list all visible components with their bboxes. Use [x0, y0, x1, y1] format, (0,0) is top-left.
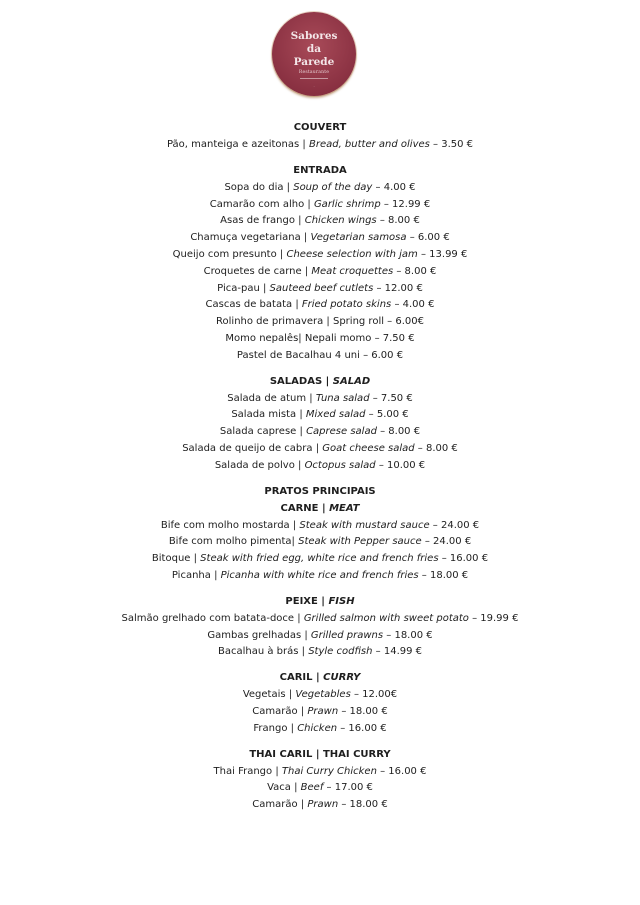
item-price: – 17.00 € — [323, 782, 373, 794]
menu-item — [0, 568, 640, 585]
item-separator: | — [301, 265, 312, 277]
item-name-en: Chicken — [297, 722, 338, 734]
item-name-en: Steak with Pepper sauce — [298, 536, 422, 548]
logo-tiny-text: . — [313, 84, 315, 88]
item-price: – 3.50 € — [429, 139, 474, 150]
item-separator: | — [304, 198, 314, 210]
menu-item — [0, 551, 640, 568]
menu-item — [0, 314, 640, 331]
item-price: – 4.00 € — [372, 181, 416, 193]
section-main-title: PRATOS PRINCIPAIS — [264, 485, 376, 497]
item-name-pt: Bitoque — [151, 553, 191, 565]
menu-item — [0, 407, 640, 424]
item-separator: | — [294, 612, 304, 624]
item-price: – 6.00 € — [406, 232, 450, 244]
item-price: – 13.99 € — [417, 248, 468, 260]
item-separator: | — [294, 459, 305, 471]
item-name-en: Fried potato skins — [301, 299, 392, 311]
section-title — [0, 501, 640, 516]
item-name-pt: Momo nepalês| Nepali momo – 7.50 € — [225, 332, 415, 344]
section-title-en: SALAD — [332, 375, 371, 387]
section-carne — [0, 484, 640, 585]
menu-item — [0, 721, 640, 738]
menu-item — [0, 458, 640, 475]
item-name-pt: Bife com molho mostarda — [160, 519, 290, 531]
item-name-pt: Frango — [253, 722, 288, 734]
item-separator: | — [306, 392, 316, 404]
section-title — [0, 163, 640, 178]
item-name-pt: Camarão — [252, 705, 298, 717]
item-separator: | — [299, 139, 309, 150]
item-separator: | — [287, 722, 298, 734]
item-separator: | — [301, 629, 311, 641]
item-separator: | — [292, 299, 302, 311]
item-price: – 8.00 € — [393, 265, 437, 277]
item-name-pt: Croquetes de carne — [203, 265, 302, 277]
section-title — [0, 747, 640, 762]
menu-item — [0, 687, 640, 704]
item-name-pt: Salada de queijo de cabra — [182, 442, 313, 454]
item-name-en: Meat croquettes — [311, 265, 394, 277]
item-name-pt: Sopa do dia — [224, 181, 284, 193]
item-separator: | — [285, 689, 296, 701]
item-name-en: Sauteed beef cutlets — [269, 282, 374, 294]
menu-item — [0, 611, 640, 628]
item-name-en: Soup of the day — [293, 181, 373, 193]
menu-item — [0, 534, 640, 551]
section-title-pt: CARNE — [280, 502, 319, 514]
section-title-pt: ENTRADA — [293, 164, 347, 176]
section-title-pt: SALADAS — [269, 375, 323, 387]
item-price: – 12.00 € — [373, 282, 423, 294]
menu-item — [0, 331, 640, 348]
item-name-en: Bread, butter and olives — [308, 139, 430, 150]
menu-item — [0, 230, 640, 247]
item-price: – 5.00 € — [365, 409, 409, 421]
section-title-separator: | — [317, 595, 329, 607]
item-name-en: Prawn — [307, 705, 339, 717]
item-separator: | — [210, 569, 221, 581]
section-saladas — [0, 374, 640, 475]
menu-item — [0, 628, 640, 645]
item-name-en: Thai Curry Chicken — [281, 765, 377, 777]
item-separator: | — [296, 409, 306, 421]
item-separator: | — [294, 215, 305, 227]
section-title — [0, 594, 640, 609]
item-name-pt: Vegetais — [242, 689, 286, 701]
item-name-pt: Salada de atum — [227, 392, 307, 404]
section-title — [0, 120, 640, 135]
item-price: – 7.50 € — [369, 392, 413, 404]
item-price: – 8.00 € — [376, 426, 421, 438]
menu-item — [0, 281, 640, 298]
menu-item — [0, 264, 640, 281]
section-title-separator: | — [312, 672, 324, 684]
item-price: – 8.00 € — [376, 215, 420, 227]
item-name-pt: Camarão — [252, 799, 298, 811]
item-name-pt: Pastel de Bacalhau 4 uni – 6.00 € — [236, 349, 404, 361]
item-price: – 18.00 € — [338, 705, 388, 717]
item-separator: | — [272, 765, 282, 777]
section-title-pt: THAI CARIL | THAI CURRY — [249, 748, 391, 760]
item-separator: | — [298, 646, 309, 658]
section-title-pt: PEIXE — [285, 595, 318, 607]
item-name-pt: Pica-pau — [217, 282, 260, 294]
item-name-pt: Bacalhau à brás — [217, 646, 299, 658]
item-price: – 12.00€ — [350, 689, 398, 701]
item-name-en: Steak with fried egg, white rice and french fries — [200, 553, 439, 565]
item-name-pt: Camarão com alho — [209, 198, 305, 210]
section-thai-caril — [0, 747, 640, 814]
section-title-separator: | — [318, 502, 330, 514]
item-price: – 18.00 € — [418, 569, 469, 581]
item-name-pt: Picanha — [171, 569, 211, 581]
item-price: – 18.00 € — [383, 629, 433, 641]
menu-item — [0, 704, 640, 721]
item-price: – 12.99 € — [380, 198, 431, 210]
item-price: – 10.00 € — [375, 459, 426, 471]
menu-item — [0, 197, 640, 214]
logo-divider — [300, 78, 328, 79]
item-price: – 24.00 € — [421, 536, 472, 548]
section-couvert — [0, 120, 640, 154]
item-name-en: Vegetarian samosa — [310, 232, 407, 244]
item-name-pt: Gambas grelhadas — [207, 629, 302, 641]
item-price: – 14.99 € — [372, 646, 423, 658]
section-title-pt: COUVERT — [293, 122, 347, 133]
item-name-pt: Salmão grelhado com batata-doce — [121, 612, 295, 624]
item-separator: | — [283, 181, 294, 193]
item-separator: | — [291, 536, 299, 548]
section-title-en: CURRY — [323, 672, 361, 684]
item-separator: | — [259, 282, 270, 294]
menu-item — [0, 518, 640, 535]
item-name-en: Steak with mustard sauce — [299, 519, 430, 531]
item-name-en: Beef — [300, 782, 324, 794]
menu-item — [0, 297, 640, 314]
section-caril — [0, 670, 640, 737]
item-separator: | — [290, 782, 301, 794]
item-separator: | — [300, 232, 311, 244]
item-name-pt: Salada de polvo — [214, 459, 295, 471]
item-name-en: Cheese selection with jam — [286, 248, 418, 260]
item-separator: | — [296, 426, 307, 438]
logo-name: Sabores da Parede — [290, 30, 338, 68]
item-name-en: Chicken wings — [304, 215, 377, 227]
menu-item — [0, 797, 640, 814]
item-name-pt: Salada caprese — [219, 426, 297, 438]
item-separator: | — [190, 553, 201, 565]
item-price: – 19.99 € — [468, 612, 519, 624]
item-separator: | — [289, 519, 300, 531]
item-name-en: Octopus salad — [304, 459, 376, 471]
menu-item — [0, 764, 640, 781]
item-name-en: Picanha with white rice and french fries — [220, 569, 419, 581]
item-name-pt: Rolinho de primavera | Spring roll – 6.00€ — [216, 316, 424, 328]
menu-list — [0, 120, 640, 823]
item-name-pt: Pão, manteiga e azeitonas — [166, 139, 300, 150]
item-separator: | — [297, 705, 308, 717]
section-title-en: MEAT — [329, 502, 360, 514]
section-peixe — [0, 594, 640, 661]
item-price: – 24.00 € — [429, 519, 480, 531]
menu-item — [0, 424, 640, 441]
item-name-en: Style codfish — [308, 646, 373, 658]
item-name-en: Prawn — [307, 799, 339, 811]
menu-item — [0, 441, 640, 458]
menu-item — [0, 391, 640, 408]
menu-item — [0, 348, 640, 365]
item-name-en: Caprese salad — [306, 426, 377, 438]
menu-item — [0, 137, 640, 154]
menu-item — [0, 180, 640, 197]
item-name-pt: Salada mista — [231, 409, 297, 421]
item-name-en: Grilled prawns — [310, 629, 384, 641]
item-name-en: Vegetables — [295, 689, 351, 701]
logo-subtitle: Restaurante — [298, 70, 330, 75]
section-title-separator: | — [322, 375, 333, 387]
item-price: – 18.00 € — [338, 799, 388, 811]
item-name-pt: Queijo com presunto — [172, 248, 277, 260]
item-name-pt: Asas de frango — [220, 215, 295, 227]
section-title-en: FISH — [328, 595, 355, 607]
section-title-pt: CARIL — [279, 672, 313, 684]
item-price: – 16.00 € — [337, 722, 387, 734]
item-price: – 8.00 € — [414, 442, 458, 454]
item-name-pt: Chamuça vegetariana — [190, 232, 301, 244]
item-price: – 16.00 € — [376, 765, 427, 777]
restaurant-logo — [272, 12, 356, 96]
item-name-pt: Vaca — [267, 782, 291, 794]
item-name-en: Garlic shrimp — [313, 198, 381, 210]
item-name-pt: Cascas de batata — [205, 299, 293, 311]
menu-item — [0, 780, 640, 797]
item-price: – 4.00 € — [391, 299, 435, 311]
menu-item — [0, 213, 640, 230]
section-title — [0, 374, 640, 389]
item-separator: | — [297, 799, 308, 811]
section-title — [0, 670, 640, 685]
item-price: – 16.00 € — [438, 553, 489, 565]
item-name-en: Grilled salmon with sweet potato — [303, 612, 469, 624]
menu-item — [0, 644, 640, 661]
item-name-pt: Bife com molho pimenta — [168, 536, 292, 548]
item-name-pt: Thai Frango — [213, 765, 273, 777]
item-separator: | — [276, 248, 287, 260]
menu-item — [0, 247, 640, 264]
item-name-en: Mixed salad — [305, 409, 366, 421]
item-name-en: Tuna salad — [315, 392, 370, 404]
item-separator: | — [312, 442, 323, 454]
item-name-en: Goat cheese salad — [322, 442, 415, 454]
section-entrada — [0, 163, 640, 365]
